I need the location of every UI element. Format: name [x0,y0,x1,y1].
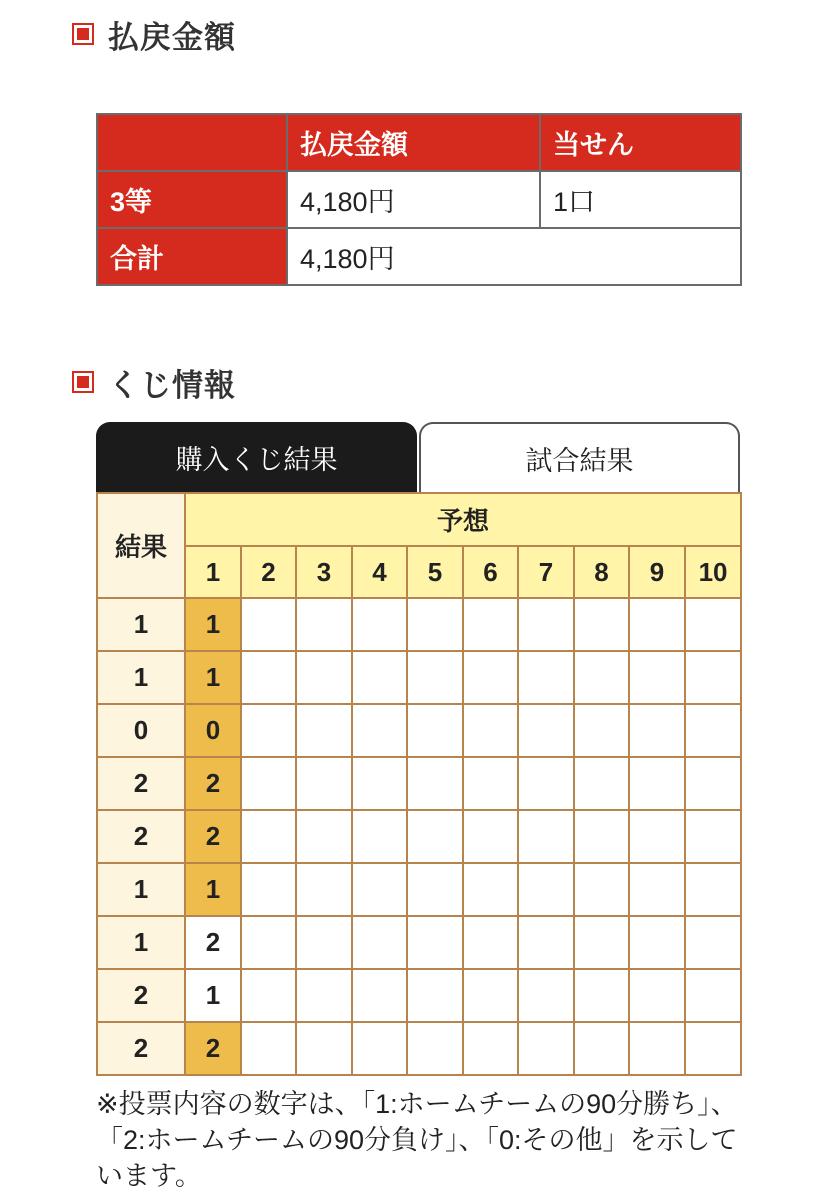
pick-cell-hit: 1 [185,863,241,916]
grid-row [97,916,741,969]
pick-cell-hit: 2 [185,757,241,810]
empty-cell [463,651,518,704]
empty-cell [296,863,352,916]
prediction-column-header: 7 [518,546,574,598]
result-cell: 2 [97,1022,185,1075]
empty-cell [463,863,518,916]
pick-cell-hit: 2 [185,810,241,863]
empty-cell [352,757,407,810]
empty-cell [518,598,574,651]
grid-row [97,651,741,704]
payout-section-title [72,14,236,54]
prediction-column-header: 1 [185,546,241,598]
payout-row-label: 3等 [97,171,287,228]
payout-header-amount: 払戻金額 [287,114,540,171]
empty-cell [241,757,296,810]
empty-cell [574,810,629,863]
empty-cell [629,651,685,704]
payout-header-empty [97,114,287,171]
empty-cell [407,810,463,863]
empty-cell [463,598,518,651]
empty-cell [518,916,574,969]
result-cell: 2 [97,757,185,810]
kuji-title-text: くじ情報 [108,367,236,403]
empty-cell [518,1022,574,1075]
grid-row [97,810,741,863]
empty-cell [574,916,629,969]
red-square-marker-icon [72,23,94,45]
empty-cell [518,757,574,810]
empty-cell [685,598,741,651]
kuji-section-title [72,362,236,402]
grid-row [97,704,741,757]
empty-cell [685,757,741,810]
payout-row-3rd [97,171,741,228]
empty-cell [296,916,352,969]
empty-cell [685,1022,741,1075]
pick-cell: 1 [185,969,241,1022]
empty-cell [241,598,296,651]
empty-cell [685,651,741,704]
payout-total-label: 合計 [97,228,287,285]
empty-cell [352,598,407,651]
empty-cell [407,863,463,916]
payout-header-row [97,114,741,171]
empty-cell [629,598,685,651]
empty-cell [241,704,296,757]
empty-cell [241,863,296,916]
prediction-column-header: 6 [463,546,518,598]
empty-cell [407,704,463,757]
note-text: ※投票内容の数字は、「1:ホームチームの90分勝ち」、「2:ホームチームの90分負け」、「0:その他」を示しています。 [96,1089,738,1191]
empty-cell [463,1022,518,1075]
empty-cell [241,810,296,863]
empty-cell [685,969,741,1022]
result-cell: 1 [97,916,185,969]
empty-cell [407,1022,463,1075]
result-cell: 1 [97,651,185,704]
empty-cell [518,704,574,757]
pick-cell-hit: 0 [185,704,241,757]
empty-cell [629,1022,685,1075]
empty-cell [296,651,352,704]
empty-cell [518,651,574,704]
prediction-grid [96,492,742,1076]
payout-title-text: 払戻金額 [108,19,236,55]
empty-cell [407,969,463,1022]
payout-total-amount: 4,180円 [287,228,741,285]
grid-row [97,598,741,651]
red-square-marker-icon [72,371,94,393]
tab-purchased-results[interactable]: 購入くじ結果 [96,422,417,492]
empty-cell [685,916,741,969]
empty-cell [685,863,741,916]
empty-cell [629,969,685,1022]
empty-cell [407,916,463,969]
empty-cell [629,757,685,810]
prediction-column-header: 2 [241,546,296,598]
prediction-column-header: 3 [296,546,352,598]
empty-cell [296,704,352,757]
payout-header-count: 当せん [540,114,741,171]
grid-row [97,757,741,810]
empty-cell [352,1022,407,1075]
payout-row-total [97,228,741,285]
pick-cell-hit: 1 [185,598,241,651]
empty-cell [574,704,629,757]
empty-cell [407,757,463,810]
result-cell: 2 [97,969,185,1022]
pick-cell-hit: 2 [185,1022,241,1075]
empty-cell [241,916,296,969]
empty-cell [685,810,741,863]
empty-cell [241,651,296,704]
grid-column-header-row [97,546,741,598]
result-header: 結果 [97,493,185,598]
empty-cell [574,757,629,810]
empty-cell [463,969,518,1022]
empty-cell [463,704,518,757]
empty-cell [352,810,407,863]
empty-cell [685,704,741,757]
empty-cell [574,651,629,704]
kuji-tabs [96,422,740,492]
pick-cell: 2 [185,916,241,969]
empty-cell [296,757,352,810]
prediction-column-header: 4 [352,546,407,598]
grid-row [97,863,741,916]
empty-cell [352,969,407,1022]
result-cell: 1 [97,598,185,651]
empty-cell [407,598,463,651]
payout-row-count: 1口 [540,171,741,228]
result-cell: 0 [97,704,185,757]
empty-cell [629,863,685,916]
prediction-column-header: 9 [629,546,685,598]
empty-cell [296,598,352,651]
empty-cell [518,810,574,863]
empty-cell [629,704,685,757]
result-cell: 2 [97,810,185,863]
grid-row [97,1022,741,1075]
empty-cell [629,810,685,863]
empty-cell [574,969,629,1022]
payout-row-amount: 4,180円 [287,171,540,228]
empty-cell [407,651,463,704]
grid-header-row [97,493,741,546]
result-cell: 1 [97,863,185,916]
tab-match-results[interactable]: 試合結果 [419,422,740,492]
empty-cell [629,916,685,969]
empty-cell [352,863,407,916]
empty-cell [463,916,518,969]
pick-cell-hit: 1 [185,651,241,704]
prediction-column-header: 5 [407,546,463,598]
empty-cell [518,863,574,916]
empty-cell [463,810,518,863]
empty-cell [352,651,407,704]
empty-cell [352,916,407,969]
empty-cell [518,969,574,1022]
prediction-header: 予想 [185,493,741,546]
empty-cell [574,863,629,916]
prediction-column-header: 8 [574,546,629,598]
empty-cell [463,757,518,810]
empty-cell [296,1022,352,1075]
empty-cell [574,598,629,651]
empty-cell [296,969,352,1022]
grid-row [97,969,741,1022]
empty-cell [296,810,352,863]
empty-cell [241,1022,296,1075]
prediction-column-header: 10 [685,546,741,598]
empty-cell [574,1022,629,1075]
empty-cell [352,704,407,757]
payout-table [96,113,742,286]
empty-cell [241,969,296,1022]
